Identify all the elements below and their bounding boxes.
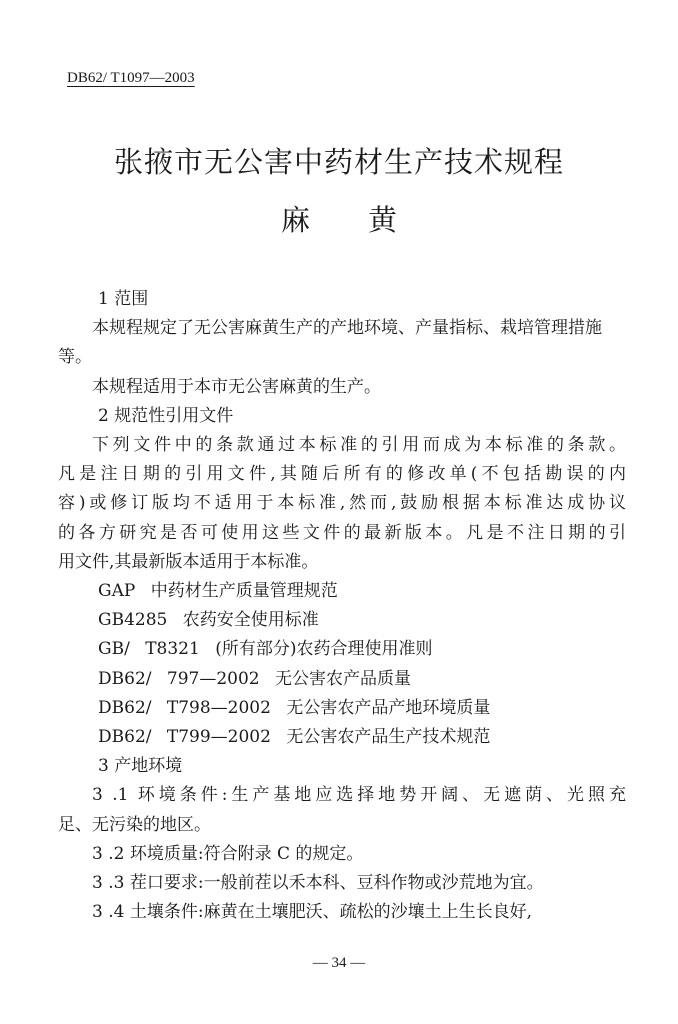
document-title: 张掖市无公害中药材生产技术规程 [113, 145, 564, 179]
clause-3-3: 3 .3 茬口要求:一般前茬以禾本科、豆科作物或沙荒地为宜。 [92, 873, 544, 894]
section-heading-environment: 3 产地环境 [98, 756, 183, 777]
paragraph-scope-1: 本规程规定了无公害麻黄生产的产地环境、产量指标、栽培管理措施等。 [58, 318, 602, 368]
document-body [58, 285, 626, 927]
clause-3-1-line-1: 3 .1 环境条件:生产基地应选择地势开阔、无遮荫、光照充 [92, 785, 626, 806]
reference-item: GAP 中药材生产质量管理规范 [98, 581, 338, 602]
paragraph-references-line-2: 凡是注日期的引用文件,其随后所有的修改单(不包括勘误的内 [58, 464, 626, 485]
section-heading-scope: 1 范围 [98, 289, 149, 309]
reference-item: DB62/ T798—2002 无公害农产品产地环境质量 [98, 697, 491, 718]
paragraph-references-line-4: 的各方研究是否可使用这些文件的最新版本。凡是不注日期的引 [58, 522, 626, 543]
reference-item: DB62/ 797—2002 无公害农产品质量 [98, 668, 412, 689]
paragraph-scope-2: 本规程适用于本市无公害麻黄的生产。 [92, 376, 381, 397]
section-heading-references: 2 规范性引用文件 [98, 405, 234, 426]
clause-3-1-line-2: 足、无污染的地区。 [58, 814, 211, 835]
document-subtitle: 麻黄 [280, 203, 455, 237]
paragraph-references-line-1: 下列文件中的条款通过本标准的引用而成为本标准的条款。 [92, 435, 626, 456]
reference-item: GB4285 农药安全使用标准 [98, 610, 319, 631]
standard-code: DB62/ T1097—2003 [67, 70, 195, 86]
reference-item: DB62/ T799—2002 无公害农产品生产技术规范 [98, 727, 491, 748]
paragraph-references-line-5: 用文件,其最新版本适用于本标准。 [58, 551, 319, 572]
paragraph-references-line-3: 容)或修订版均不适用于本标准,然而,鼓励根据本标准达成协议 [58, 493, 626, 514]
reference-item: GB/ T8321 (所有部分)农药合理使用准则 [98, 639, 433, 660]
page-number: — 34 — [312, 955, 366, 971]
clause-3-2: 3 .2 环境质量:符合附录 C 的规定。 [92, 843, 364, 864]
clause-3-4: 3 .4 土壤条件:麻黄在土壤肥沃、疏松的沙壤土上生长良好, [92, 902, 532, 923]
